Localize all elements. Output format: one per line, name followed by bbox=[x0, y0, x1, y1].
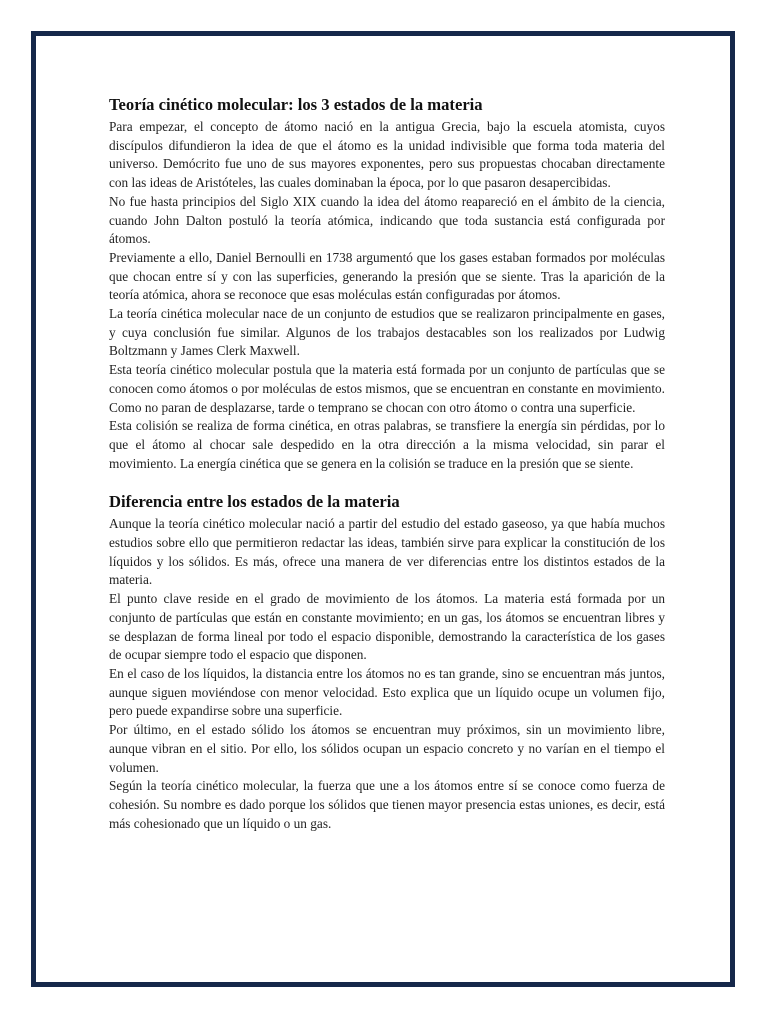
section-1-paragraph: Esta teoría cinético molecular postula que la materia está formada por un conjunto de partículas que se conocen como átomos o por moléculas de estos mismos, que se encuentran en constante en movimiento. Como no paran de desplazarse, tarde o temprano se chocan con otro átomo o contra una superficie. bbox=[109, 362, 665, 415]
section-2-paragraph: Aunque la teoría cinético molecular nació a partir del estudio del estado gaseoso, ya que había muchos estudios sobre ello que permitieron redactar las ideas, también sirve para explicar la constitución de los líquidos y los sólidos. Es más, ofrece una manera de ver diferencias entre los distintos estados de la materia. bbox=[109, 516, 665, 588]
section-1-paragraph: No fue hasta principios del Siglo XIX cuando la idea del átomo reapareció en el ámbito de la ciencia, cuando John Dalton postuló la teoría atómica, indicando que toda sustancia está configurada por átomos. bbox=[109, 193, 665, 247]
section-2-paragraph: El punto clave reside en el grado de movimiento de los átomos. La materia está formada por un conjunto de partículas que están en constante movimiento; en un gas, los átomos se encuentran libres y se desplazan de forma lineal por todo el espacio disponible, demostrando la característica de los gases de ocupar siempre todo el espacio que disponen. bbox=[109, 591, 665, 663]
document-content bbox=[109, 94, 665, 833]
section-2-paragraph: Según la teoría cinético molecular, la fuerza que une a los átomos entre sí se conoce como fuerza de cohesión. Su nombre es dado porque los sólidos que tienen mayor presencia estas uniones, es decir, está más cohesionado que un líquido o un gas. bbox=[109, 778, 665, 831]
section-1-paragraph: Para empezar, el concepto de átomo nació en la antigua Grecia, bajo la escuela atomista, cuyos discípulos difundieron la idea de que el átomo es la unidad indivisible que forma toda materia del universo. Demócrito fue uno de sus mayores exponentes, pero sus propuestas chocaban directamente con las ideas de Aristóteles, las cuales dominaban la época, por lo que pasaron desapercibidas. bbox=[109, 119, 665, 191]
document-page-frame bbox=[31, 31, 735, 987]
section-1-paragraph: Esta colisión se realiza de forma cinética, en otras palabras, se transfiere la energía sin pérdidas, por lo que el átomo al chocar sale despedido en la otra dirección a la misma velocidad, sin parar el movimiento. La energía cinética que se genera en la colisión se traduce en la presión que se siente. bbox=[109, 418, 665, 471]
section-2-paragraph: En el caso de los líquidos, la distancia entre los átomos no es tan grande, sino se encuentran más juntos, aunque siguen moviéndose con menor velocidad. Esto explica que un líquido ocupe un volumen fijo, pero puede expandirse sobre una superficie. bbox=[109, 665, 665, 719]
section-1-paragraph: Previamente a ello, Daniel Bernoulli en 1738 argumentó que los gases estaban formados por moléculas que chocan entre sí y con las superficies, generando la presión que se siente. Tras la aparición de la teoría atómica, ahora se reconoce que esas moléculas están configuradas por átomos. bbox=[109, 249, 665, 303]
section-1-heading: Teoría cinético molecular: los 3 estados de la materia bbox=[109, 95, 483, 114]
section-1-paragraph: La teoría cinética molecular nace de un conjunto de estudios que se realizaron principalmente en gases, y cuya conclusión fue similar. Algunos de los trabajos destacables son los realizados por Ludwig Boltzmann y James Clerk Maxwell. bbox=[109, 306, 665, 359]
section-2-paragraph: Por último, en el estado sólido los átomos se encuentran muy próximos, sin un movimiento libre, aunque vibran en el sitio. Por ello, los sólidos ocupan un espacio concreto y no varían en el tiempo el volumen. bbox=[109, 722, 665, 775]
section-2-heading: Diferencia entre los estados de la materia bbox=[109, 492, 400, 512]
